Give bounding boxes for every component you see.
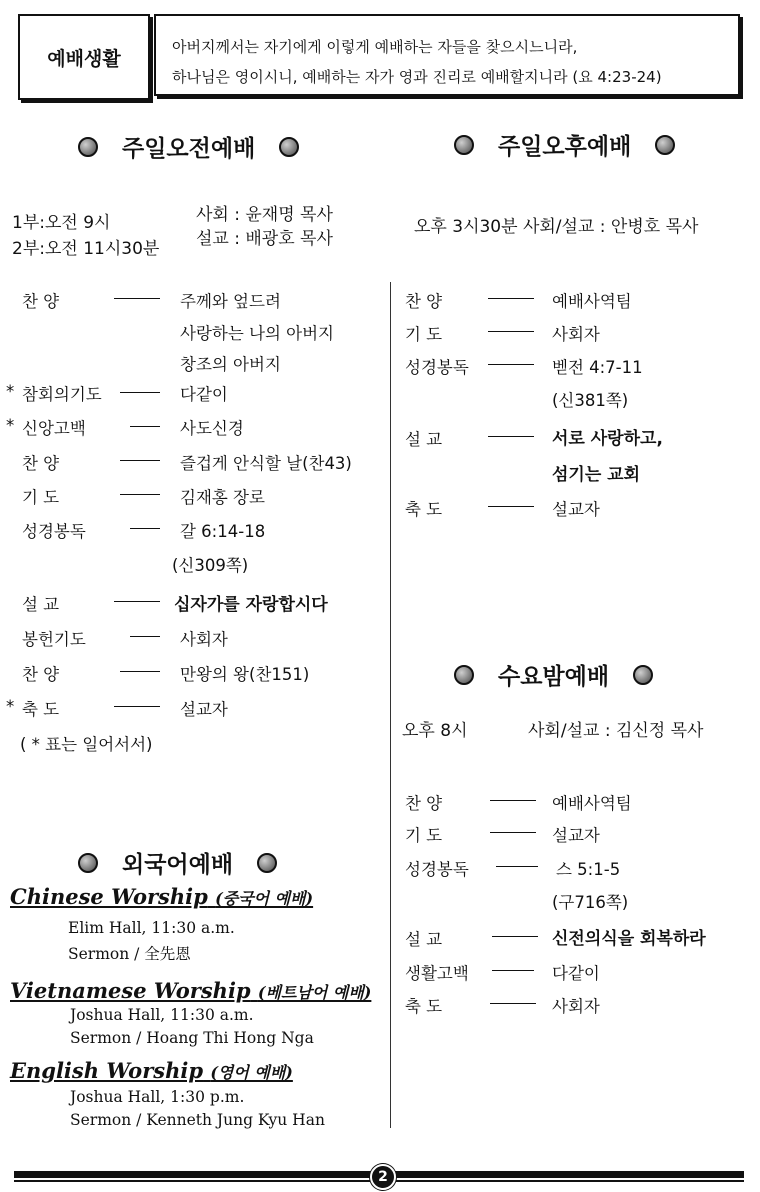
dash-line [114,298,160,299]
list-item-label: 성경봉독 [405,358,469,377]
worship-name: English Worship [10,1058,204,1083]
worship-kr-name: (베트남어 예배) [257,983,372,1002]
afternoon-sermon-title-1: 서로 사랑하고, [552,429,663,449]
list-item-label: 봉헌기도 [22,630,86,649]
page-number-text: 2 [378,1169,388,1185]
morning-sermon-title: 십자가를 자랑합시다 [174,595,328,615]
wednesday-service-title [454,658,653,691]
list-item-label: 기 도 [405,325,443,344]
list-item-content: (구716쪽) [552,893,629,912]
list-item-label: 찬 양 [405,794,443,813]
verse-line-2: 하나님은 영이시니, 예배하는 자가 영과 진리로 예배할지니라 (요 4:23-24) [172,68,662,86]
list-item-content: 김재홍 장로 [180,488,265,507]
dash-line [130,528,160,529]
morning-title-text: 주일오전예배 [122,136,256,162]
list-item-label: 설 교 [405,430,443,449]
dash-line [130,636,160,637]
bullet-dot-icon [279,137,299,157]
dash-line [496,866,538,867]
worship-name: Vietnamese Worship [10,978,251,1003]
dash-line [488,298,534,299]
wednesday-sermon-title: 신전의식을 회복하라 [552,929,706,949]
list-item-label: 축 도 [405,500,443,519]
page-number [370,1164,396,1190]
list-item-label: 찬 양 [22,292,60,311]
list-item-content: 다같이 [552,964,600,983]
dash-line [114,601,160,602]
standing-mark: * [6,697,15,716]
list-item-content: 스 5:1-5 [556,860,621,879]
bullet-dot-icon [257,853,277,873]
dash-line [490,800,536,801]
list-item-label: 신앙고백 [22,419,86,438]
list-item-label: 설 교 [405,930,443,949]
section-label-text: 예배생활 [47,47,121,70]
afternoon-service-title [454,128,675,161]
bullet-dot-icon [454,665,474,685]
list-item-content: 설교자 [552,500,600,519]
worship-name: Chinese Worship [10,884,208,909]
list-item-content: 갈 6:14-18 [180,522,266,541]
dash-line [490,1003,536,1004]
chinese-worship-place: Elim Hall, 11:30 a.m. [68,919,235,937]
section-label [18,14,150,100]
dash-line [488,364,534,365]
list-item-content: 사회자 [552,997,600,1016]
wednesday-time: 오후 8시 [402,721,468,741]
vietnamese-worship-title [10,978,371,1003]
list-item-label: 성경봉독 [22,522,86,541]
list-item-content: 창조의 아버지 [180,355,281,374]
wednesday-title-text: 수요밤예배 [498,664,610,690]
dash-line [488,436,534,437]
dash-line [114,706,160,707]
dash-line [120,671,160,672]
list-item-content: 설교자 [552,826,600,845]
dash-line [488,331,534,332]
standing-note: ( * 표는 일어서서) [20,735,153,754]
list-item-label: 찬 양 [22,454,60,473]
list-item-label: 축 도 [405,997,443,1016]
dash-line [130,426,160,427]
list-item-content: 사회자 [552,325,600,344]
list-item-content: 예배사역팀 [552,794,632,813]
bullet-dot-icon [454,135,474,155]
english-worship-sermon: Sermon / Kenneth Jung Kyu Han [70,1111,325,1129]
standing-mark: * [6,382,15,401]
standing-mark: * [6,416,15,435]
dash-line [488,506,534,507]
bullet-dot-icon [78,137,98,157]
list-item-label: 축 도 [22,700,60,719]
bullet-dot-icon [78,853,98,873]
list-item-label: 생활고백 [405,964,469,983]
worship-kr-name: (중국어 예배) [215,889,314,908]
scripture-box [154,14,740,96]
morning-time-2: 2부:오전 11시30분 [12,239,160,259]
morning-leader: 사회 : 윤재명 목사 [196,205,333,225]
dash-line [120,494,160,495]
afternoon-info: 오후 3시30분 사회/설교 : 안병호 목사 [414,217,699,237]
column-divider [390,282,391,1128]
bullet-dot-icon [655,135,675,155]
foreign-title-text: 외국어예배 [122,852,234,878]
afternoon-sermon-title-2: 섬기는 교회 [552,465,641,485]
list-item-content: 다같이 [180,385,228,404]
list-item-content: 예배사역팀 [552,292,632,311]
list-item-content: 주께와 엎드려 [180,292,281,311]
list-item-content: (신309쪽) [172,556,249,575]
verse-line-1: 아버지께서는 자기에게 이렇게 예배하는 자들을 찾으시느니라, [172,38,578,56]
morning-preacher: 설교 : 배광호 목사 [196,229,333,249]
list-item-content: 사랑하는 나의 아버지 [180,324,334,343]
list-item-content: 즐겁게 안식할 날(찬43) [180,454,352,473]
morning-service-title [78,130,299,163]
list-item-label: 참회의기도 [22,385,102,404]
chinese-worship-sermon: Sermon / 全先恩 [68,945,191,963]
list-item-content: (신381쪽) [552,391,629,410]
list-item-label: 찬 양 [405,292,443,311]
list-item-label: 찬 양 [22,665,60,684]
vietnamese-worship-place: Joshua Hall, 11:30 a.m. [70,1006,254,1024]
english-worship-place: Joshua Hall, 1:30 p.m. [70,1088,245,1106]
wednesday-leader: 사회/설교 : 김신정 목사 [528,721,704,741]
dash-line [490,832,536,833]
list-item-content: 사도신경 [180,419,244,438]
foreign-service-title [78,846,277,879]
list-item-label: 기 도 [405,826,443,845]
afternoon-title-text: 주일오후예배 [498,134,632,160]
list-item-label: 성경봉독 [405,860,469,879]
dash-line [492,936,538,937]
dash-line [120,460,160,461]
english-worship-title [10,1058,293,1083]
chinese-worship-title [10,884,313,909]
vietnamese-worship-sermon: Sermon / Hoang Thi Hong Nga [70,1029,314,1047]
list-item-content: 사회자 [180,630,228,649]
dash-line [120,392,160,393]
list-item-content: 만왕의 왕(찬151) [180,665,310,684]
morning-time-1: 1부:오전 9시 [12,213,111,233]
list-item-content: 설교자 [180,700,228,719]
bullet-dot-icon [633,665,653,685]
list-item-label: 설 교 [22,595,60,614]
list-item-label: 기 도 [22,488,60,507]
list-item-content: 벧전 4:7-11 [552,358,643,377]
dash-line [492,970,534,971]
worship-kr-name: (영어 예배) [210,1063,293,1082]
